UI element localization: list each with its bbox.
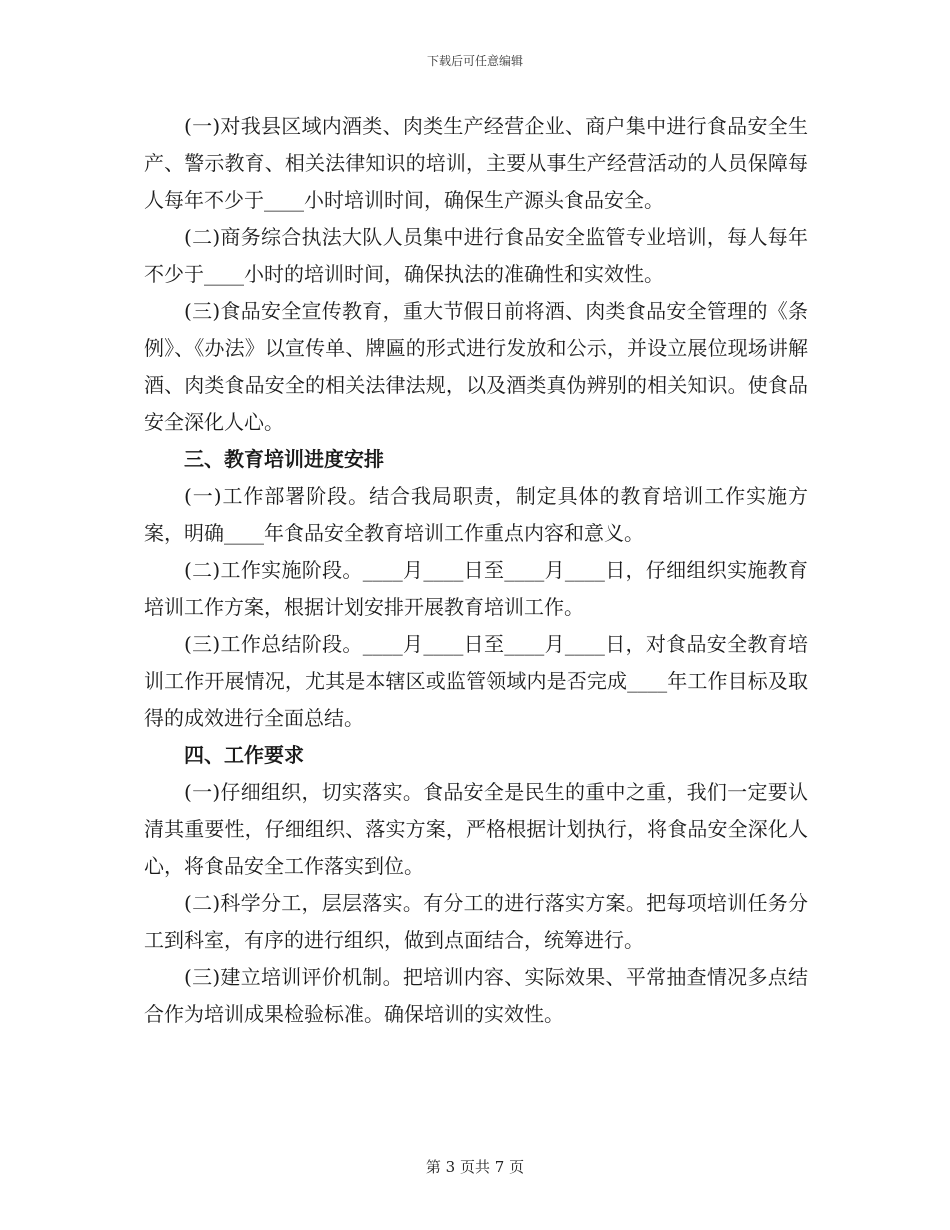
- paragraph-requirements-1: (一)仔细组织，切实落实。食品安全是民生的重中之重，我们一定要认清其重要性，仔细组织、落实方案，严格根据计划执行，将食品安全深化人心，将食品安全工作落实到位。: [144, 780, 808, 878]
- paragraph-training-3: (三)食品安全宣传教育，重大节假日前将酒、肉类食品安全管理的《条例》、《办法》以宣传单、牌匾的形式进行发放和公示，并设立展位现场讲解酒、肉类食品安全的相关法律法规，以及酒类真伪辨别的相关知识。使食品安全深化人心。: [144, 299, 808, 434]
- paragraph-training-1: (一)对我县区域内酒类、肉类生产经营企业、商户集中进行食品安全生产、警示教育、相关法律知识的培训，主要从事生产经营活动的人员保障每人每年不少于____小时培训时间，确保生产源头食品安全。: [144, 114, 808, 212]
- paragraph-schedule-3: (三)工作总结阶段。____月____日至____月____日，对食品安全教育培训工作开展情况，尤其是本辖区或监管领域内是否完成____年工作目标及取得的成效进行全面总结。: [144, 632, 808, 730]
- paragraph-requirements-2: (二)科学分工，层层落实。有分工的进行落实方案。把每项培训任务分工到科室，有序的进行组织，做到点面结合，统筹进行。: [144, 891, 808, 952]
- paragraph-schedule-1: (一)工作部署阶段。结合我局职责，制定具体的教育培训工作实施方案，明确____年食品安全教育培训工作重点内容和意义。: [144, 484, 808, 545]
- paragraph-schedule-2: (二)工作实施阶段。____月____日至____月____日，仔细组织实施教育培训工作方案，根据计划安排开展教育培训工作。: [144, 558, 808, 619]
- paragraph-training-2: (二)商务综合执法大队人员集中进行食品安全监管专业培训，每人每年不少于____小时的培训时间，确保执法的准确性和实效性。: [144, 225, 808, 286]
- section-heading-requirements: 四、工作要求: [184, 743, 304, 767]
- page-number: 第 3 页共 7 页: [425, 1158, 525, 1176]
- section-heading-schedule: 三、教育培训进度安排: [184, 447, 384, 471]
- page-header: 下载后可任意编辑: [426, 54, 523, 68]
- paragraph-requirements-3: (三)建立培训评价机制。把培训内容、实际效果、平常抽查情况多点结合作为培训成果检验标准。确保培训的实效性。: [144, 965, 808, 1026]
- document-body: [144, 108, 808, 1033]
